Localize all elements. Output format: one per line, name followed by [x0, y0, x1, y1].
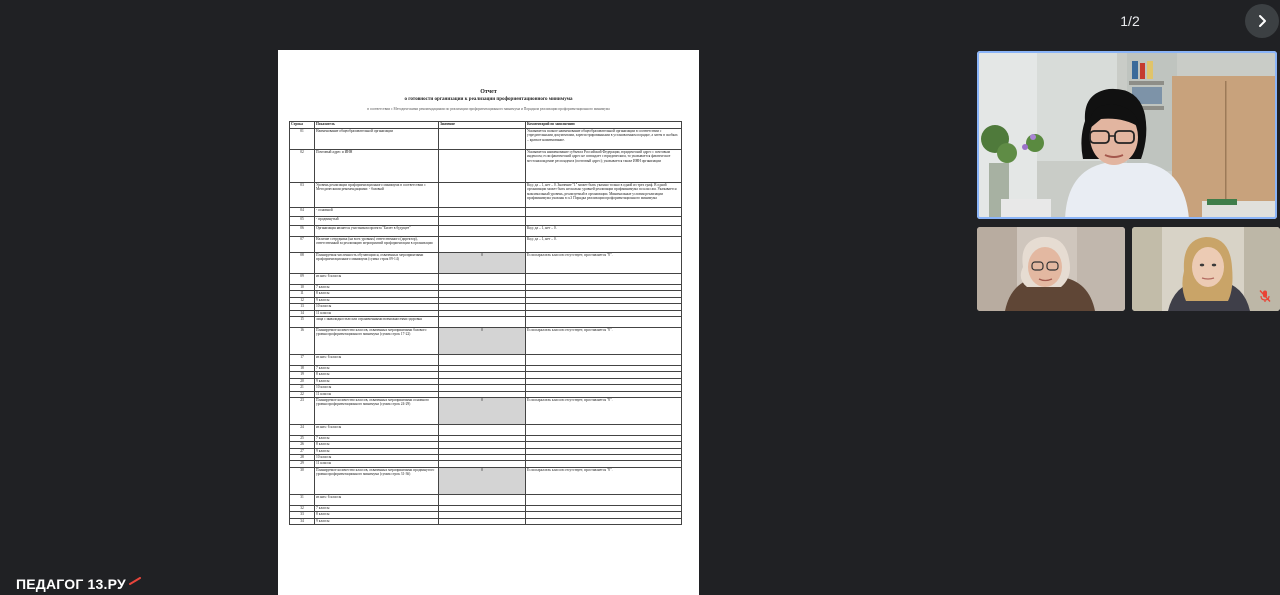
table-row: [290, 467, 682, 494]
column-header-row-number: Строка: [290, 122, 315, 129]
indicator-cell: 7 классы: [315, 285, 439, 291]
presentation-slide: [278, 50, 699, 595]
value-cell: 0: [439, 253, 526, 274]
comment-cell: Указывается полное наименование общеобразовательной организации в соответствии с учредительными документами, зарегистрированными в установленном порядке, а затем в скобках – краткое наименование.: [526, 129, 682, 150]
indicator-cell: Организация является участником проекта "Билет в будущее": [315, 226, 439, 237]
value-cell: [439, 129, 526, 150]
comment-cell: [526, 494, 682, 505]
value-cell: [439, 183, 526, 208]
participant-video: [977, 51, 1277, 219]
document-subtitle: о готовности организации к реализации профориентационного минимума: [404, 97, 573, 102]
row-number-cell: 02: [290, 150, 315, 183]
row-number-cell: 10: [290, 285, 315, 291]
row-number-cell: 03: [290, 183, 315, 208]
indicator-cell: 8 классы: [315, 372, 439, 378]
row-number-cell: 08: [290, 253, 315, 274]
participant-video: [977, 227, 1125, 311]
comment-cell: [526, 208, 682, 217]
value-cell: [439, 217, 526, 226]
row-number-cell: 16: [290, 327, 315, 354]
row-number-cell: 11: [290, 291, 315, 297]
document-note: в соответствии с Методическими рекомендациями по реализации профориентационного минимума и Порядком реализации профориентационного минимума: [367, 107, 610, 111]
comment-cell: Если параллель классов отсутствует, проставляется "0".: [526, 397, 682, 424]
row-number-cell: 25: [290, 435, 315, 441]
column-header-value: Значение: [439, 122, 526, 129]
indicator-cell: 8 классы: [315, 291, 439, 297]
table-row: [290, 237, 682, 253]
row-number-cell: 14: [290, 310, 315, 316]
logo-text: ПЕДАГОГ 13.РУ: [16, 576, 126, 592]
table-row: [290, 208, 682, 217]
indicator-cell: 10 классы: [315, 385, 439, 391]
participant-tile-second[interactable]: [977, 227, 1125, 311]
table-row: [290, 226, 682, 237]
indicator-cell: 7 классы: [315, 365, 439, 371]
indicator-cell: 7 классы: [315, 435, 439, 441]
comment-cell: Указывается наименование субъекта Российской Федерации, юридический адрес с почтовым индексом; если фактический адрес не совпадает с юридическим, то указывается фактическое местонахождение респондента (почтовый адрес); указывается также ИНН организации: [526, 150, 682, 183]
indicator-cell: лица с инвалидностью или ограниченными возможностями здоровья: [315, 316, 439, 327]
row-number-cell: 06: [290, 226, 315, 237]
comment-cell: [526, 316, 682, 327]
chevron-right-icon: [1255, 14, 1269, 28]
table-row: [290, 518, 682, 524]
table-row: [290, 183, 682, 208]
indicator-cell: - основной: [315, 208, 439, 217]
row-number-cell: 33: [290, 512, 315, 518]
row-number-cell: 05: [290, 217, 315, 226]
row-number-cell: 20: [290, 378, 315, 384]
indicator-cell: 7 классы: [315, 505, 439, 511]
table-row: [290, 327, 682, 354]
indicator-cell: Планируемая численность обучающихся, охваченных мероприятиями профориентационного минимума (сумма строк 09-14): [315, 253, 439, 274]
comment-cell: Если параллель классов отсутствует, проставляется "0".: [526, 253, 682, 274]
microphone-muted-icon: [1258, 289, 1272, 303]
row-number-cell: 15: [290, 316, 315, 327]
comment-cell: [526, 518, 682, 524]
row-number-cell: 04: [290, 208, 315, 217]
row-number-cell: 01: [290, 129, 315, 150]
value-cell: [439, 226, 526, 237]
indicator-cell: Наличие сотрудника (на всех уровнях) ответственного (директор), ответственный за реализацию мероприятий профориентации в организации: [315, 237, 439, 253]
indicator-cell: Наименование общеобразовательной организации: [315, 129, 439, 150]
comment-cell: [526, 217, 682, 226]
table-row: [290, 354, 682, 365]
page-counter: 1/2: [1120, 13, 1140, 29]
indicator-cell: из них: 6 классы: [315, 274, 439, 285]
comment-cell: Если параллель классов отсутствует, проставляется "0".: [526, 467, 682, 494]
indicator-cell: 10 классы: [315, 304, 439, 310]
indicator-cell: Планируемое количество классов, охваченных мероприятиями основного уровня профориентационного минимума (сумма строк 24-29): [315, 397, 439, 424]
indicator-cell: 8 классы: [315, 512, 439, 518]
row-number-cell: 32: [290, 505, 315, 511]
comment-cell: Код: да – 1, нет – 0. Значение "1" может быть указано только в одной из трех граф. В одной организации может быть несколько уровней реализации профминимума по классам. Указывается максимальный уровень, реализуемый в организации. Минимальные условия реализации профминимума указаны в п.3 Порядка реализации профориентационного минимума: [526, 183, 682, 208]
comment-cell: Если параллель классов отсутствует, проставляется "0".: [526, 327, 682, 354]
value-cell: 0: [439, 327, 526, 354]
indicator-cell: Планируемое количество классов, охваченных мероприятиями продвинутого уровня профориентационного минимума (сумма строк 31-36): [315, 467, 439, 494]
indicator-cell: Уровень реализации профориентационного минимума в соответствии с Методическими рекомендациями: - базовый: [315, 183, 439, 208]
row-number-cell: 09: [290, 274, 315, 285]
row-number-cell: 34: [290, 518, 315, 524]
indicator-cell: 11 классы: [315, 461, 439, 467]
comment-cell: Код: да – 1, нет – 0.: [526, 237, 682, 253]
indicator-cell: 8 классы: [315, 442, 439, 448]
next-slide-button[interactable]: [1245, 4, 1279, 38]
row-number-cell: 31: [290, 494, 315, 505]
indicator-cell: Почтовый адрес и ИНН: [315, 150, 439, 183]
brand-logo: [16, 576, 141, 592]
value-cell: 0: [439, 397, 526, 424]
row-number-cell: 18: [290, 365, 315, 371]
row-number-cell: 21: [290, 385, 315, 391]
row-number-cell: 27: [290, 448, 315, 454]
row-number-cell: 13: [290, 304, 315, 310]
indicator-cell: 10 классы: [315, 455, 439, 461]
table-row: [290, 253, 682, 274]
row-number-cell: 26: [290, 442, 315, 448]
table-row: [290, 150, 682, 183]
table-row: [290, 217, 682, 226]
table-row: [290, 274, 682, 285]
indicator-cell: 9 классы: [315, 448, 439, 454]
row-number-cell: 19: [290, 372, 315, 378]
value-cell: [439, 354, 526, 365]
row-number-cell: 23: [290, 397, 315, 424]
row-number-cell: 29: [290, 461, 315, 467]
row-number-cell: 30: [290, 467, 315, 494]
row-number-cell: 17: [290, 354, 315, 365]
row-number-cell: 07: [290, 237, 315, 253]
value-cell: [439, 208, 526, 217]
row-number-cell: 12: [290, 297, 315, 303]
indicator-cell: 11 классы: [315, 310, 439, 316]
table-row: [290, 424, 682, 435]
participant-tile-main[interactable]: [977, 51, 1277, 219]
comment-cell: [526, 354, 682, 365]
indicator-cell: 9 классы: [315, 518, 439, 524]
value-cell: [439, 150, 526, 183]
value-cell: [439, 494, 526, 505]
report-table: [289, 121, 682, 525]
row-number-cell: 28: [290, 455, 315, 461]
indicator-cell: из них: 6 классы: [315, 354, 439, 365]
value-cell: [439, 237, 526, 253]
indicator-cell: из них: 6 классы: [315, 424, 439, 435]
table-row: [290, 316, 682, 327]
indicator-cell: - продвинутый: [315, 217, 439, 226]
table-row: [290, 397, 682, 424]
table-header-row: [290, 122, 682, 129]
column-header-comment: Комментарий по заполнению: [526, 122, 682, 129]
value-cell: [439, 274, 526, 285]
table-row: [290, 129, 682, 150]
value-cell: [439, 316, 526, 327]
column-header-indicator: Показатель: [315, 122, 439, 129]
table-row: [290, 494, 682, 505]
value-cell: [439, 424, 526, 435]
row-number-cell: 24: [290, 424, 315, 435]
comment-cell: [526, 274, 682, 285]
logo-mark-icon: [129, 577, 141, 585]
row-number-cell: 22: [290, 391, 315, 397]
indicator-cell: из них: 6 классы: [315, 494, 439, 505]
comment-cell: Код: да – 1, нет – 0.: [526, 226, 682, 237]
value-cell: [439, 518, 526, 524]
comment-cell: [526, 424, 682, 435]
indicator-cell: 9 классы: [315, 378, 439, 384]
participant-tile-third[interactable]: [1132, 227, 1280, 311]
indicator-cell: 9 классы: [315, 297, 439, 303]
value-cell: 0: [439, 467, 526, 494]
table-body: [290, 129, 682, 525]
document-title: Отчет: [480, 89, 497, 95]
indicator-cell: 11 классы: [315, 391, 439, 397]
indicator-cell: Планируемое количество классов, охваченных мероприятиями базового уровня профориентационного минимума (сумма строк 17-22): [315, 327, 439, 354]
